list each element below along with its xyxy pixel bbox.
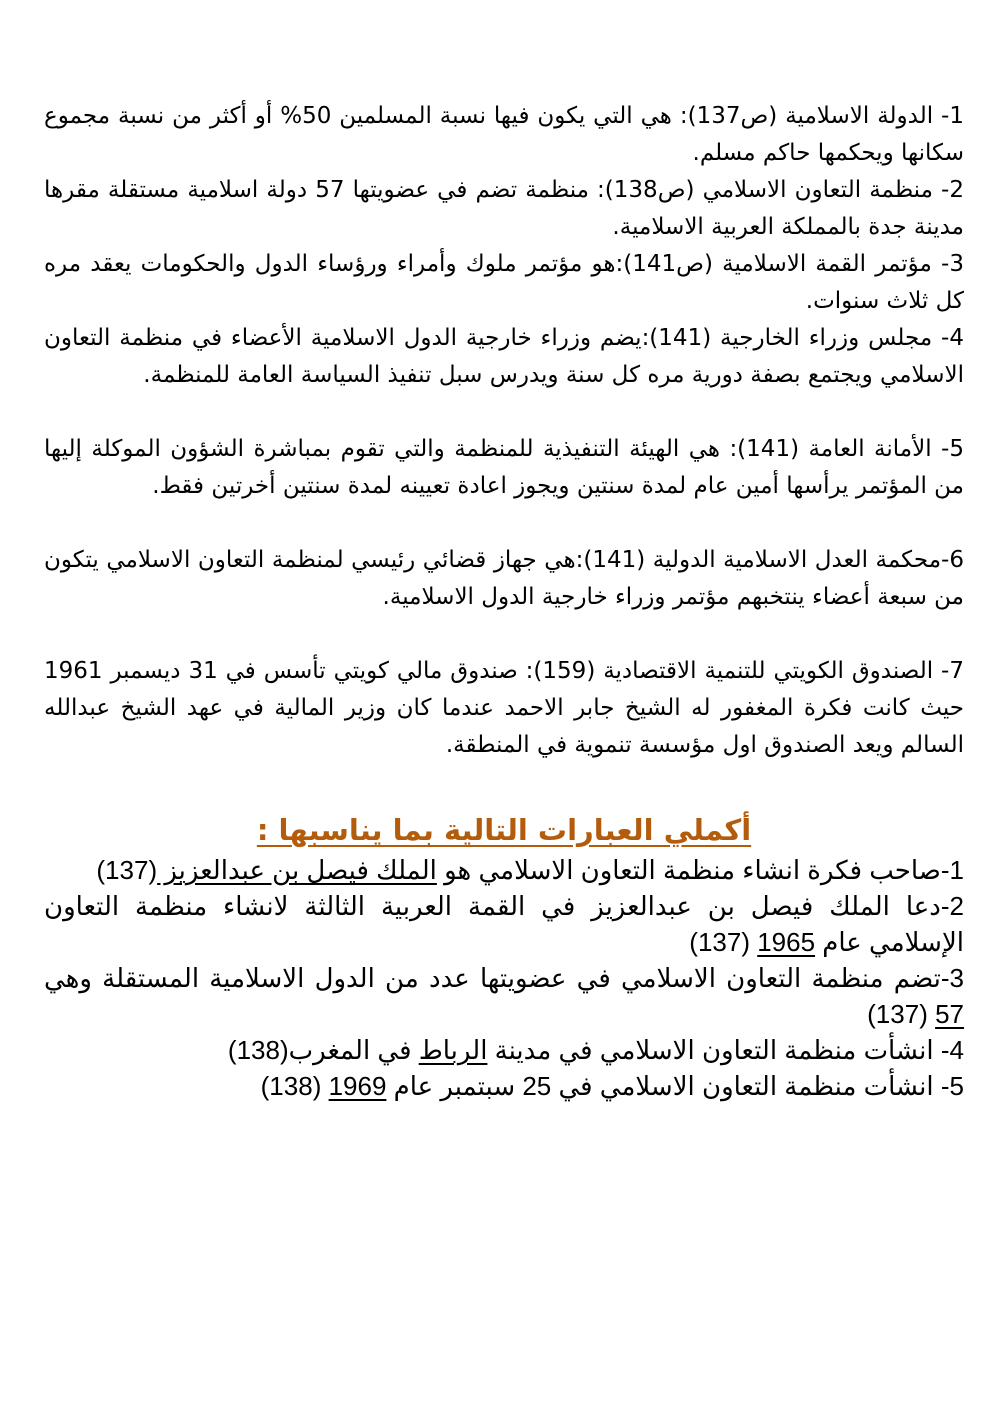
- exercise-ref: (137): [867, 999, 936, 1029]
- exercise-ref: (137): [96, 855, 158, 885]
- definition-text: هو مؤتمر ملوك وأمراء ورؤساء الدول والحكومات يعقد مره كل ثلاث سنوات.: [44, 251, 964, 314]
- exercise-ref: (138): [260, 1071, 329, 1101]
- definition-7: [44, 653, 964, 764]
- exercise-answer: 1965: [757, 927, 816, 957]
- definition-2: [44, 172, 964, 246]
- definition-term: 3- مؤتمر القمة الاسلامية (ص141):: [615, 251, 964, 277]
- definition-term: 2- منظمة التعاون الاسلامي (ص138):: [597, 177, 964, 203]
- exercise-item-2: [44, 888, 964, 960]
- definition-term: 5- الأمانة العامة (141):: [729, 436, 964, 462]
- exercise-ref: (137): [689, 927, 758, 957]
- definition-text: هي الهيئة التنفيذية للمنظمة والتي تقوم بمباشرة الشؤون الموكلة إليها من المؤتمر يرأسها أمين عام لمدة سنتين ويجوز اعادة تعيينه لمدة سنتين أخرتين فقط.: [44, 436, 964, 499]
- exercise-heading: [44, 808, 964, 852]
- definition-text: هي جهاز قضائي رئيسي لمنظمة التعاون الاسلامي يتكون من سبعة أعضاء ينتخبهم مؤتمر وزراء خارجية الدول الاسلامية.: [44, 547, 964, 610]
- definition-6: [44, 542, 964, 616]
- spacer: [44, 505, 964, 542]
- exercise-heading-text: أكملي العبارات التالية بما يناسبها :: [256, 813, 752, 847]
- exercise-ref: في المغرب(138): [227, 1035, 419, 1065]
- exercise-item-5: [44, 1068, 964, 1104]
- exercise-item-3: [44, 960, 964, 1032]
- spacer: [44, 616, 964, 653]
- exercise-text: 4- انشأت منظمة التعاون الاسلامي في مدينة: [487, 1035, 964, 1065]
- definition-term: 7- الصندوق الكويتي للتنمية الاقتصادية (159):: [525, 658, 964, 684]
- spacer: [44, 394, 964, 431]
- exercise-item-4: [44, 1032, 964, 1068]
- exercise-item-1: [44, 852, 964, 888]
- exercise-answer: الرباط: [418, 1035, 488, 1065]
- definition-3: [44, 246, 964, 320]
- definition-term: 1- الدولة الاسلامية (ص137):: [679, 103, 965, 129]
- exercise-text: 1-صاحب فكرة انشاء منظمة التعاون الاسلامي هو: [436, 855, 964, 885]
- definition-text: يضم وزراء خارجية الدول الاسلامية الأعضاء في منظمة التعاون الاسلامي ويجتمع بصفة دورية مره كل سنة ويدرس سبل تنفيذ السياسة العامة للمنظمة.: [44, 325, 964, 388]
- exercise-text: 5- انشأت منظمة التعاون الاسلامي في 25 سبتمبر عام: [386, 1071, 964, 1101]
- definition-5: [44, 431, 964, 505]
- exercise-answer: 1969: [328, 1071, 387, 1101]
- definition-text: هي التي يكون فيها نسبة المسلمين 50% أو أكثر من نسبة مجموع سكانها ويحكمها حاكم مسلم.: [44, 103, 964, 166]
- exercise-answer: 57: [935, 999, 964, 1029]
- exercise-text: 3-تضم منظمة التعاون الاسلامي في عضويتها عدد من الدول الاسلامية المستقلة وهي: [44, 963, 964, 993]
- definition-text: صندوق مالي كويتي تأسس في 31 ديسمبر 1961 حيث كانت فكرة المغفور له الشيخ جابر الاحمد عندما كان وزير المالية في عهد الشيخ عبدالله السالم ويعد الصندوق اول مؤسسة تنموية في المنطقة.: [44, 658, 964, 758]
- exercise-answer: الملك فيصل بن عبدالعزيز: [157, 855, 437, 885]
- definition-text: منظمة تضم في عضويتها 57 دولة اسلامية مستقلة مقرها مدينة جدة بالمملكة العربية الاسلامية.: [44, 177, 964, 240]
- definition-4: [44, 320, 964, 394]
- exercise-text: 2-دعا الملك فيصل بن عبدالعزيز في القمة العربية الثالثة لانشاء منظمة التعاون الإسلامي عام: [44, 891, 964, 957]
- definition-term: 4- مجلس وزراء الخارجية (141):: [641, 325, 964, 351]
- document-page: [44, 98, 964, 1104]
- definition-1: [44, 98, 964, 172]
- definition-term: 6-محكمة العدل الاسلامية الدولية (141):: [575, 547, 964, 573]
